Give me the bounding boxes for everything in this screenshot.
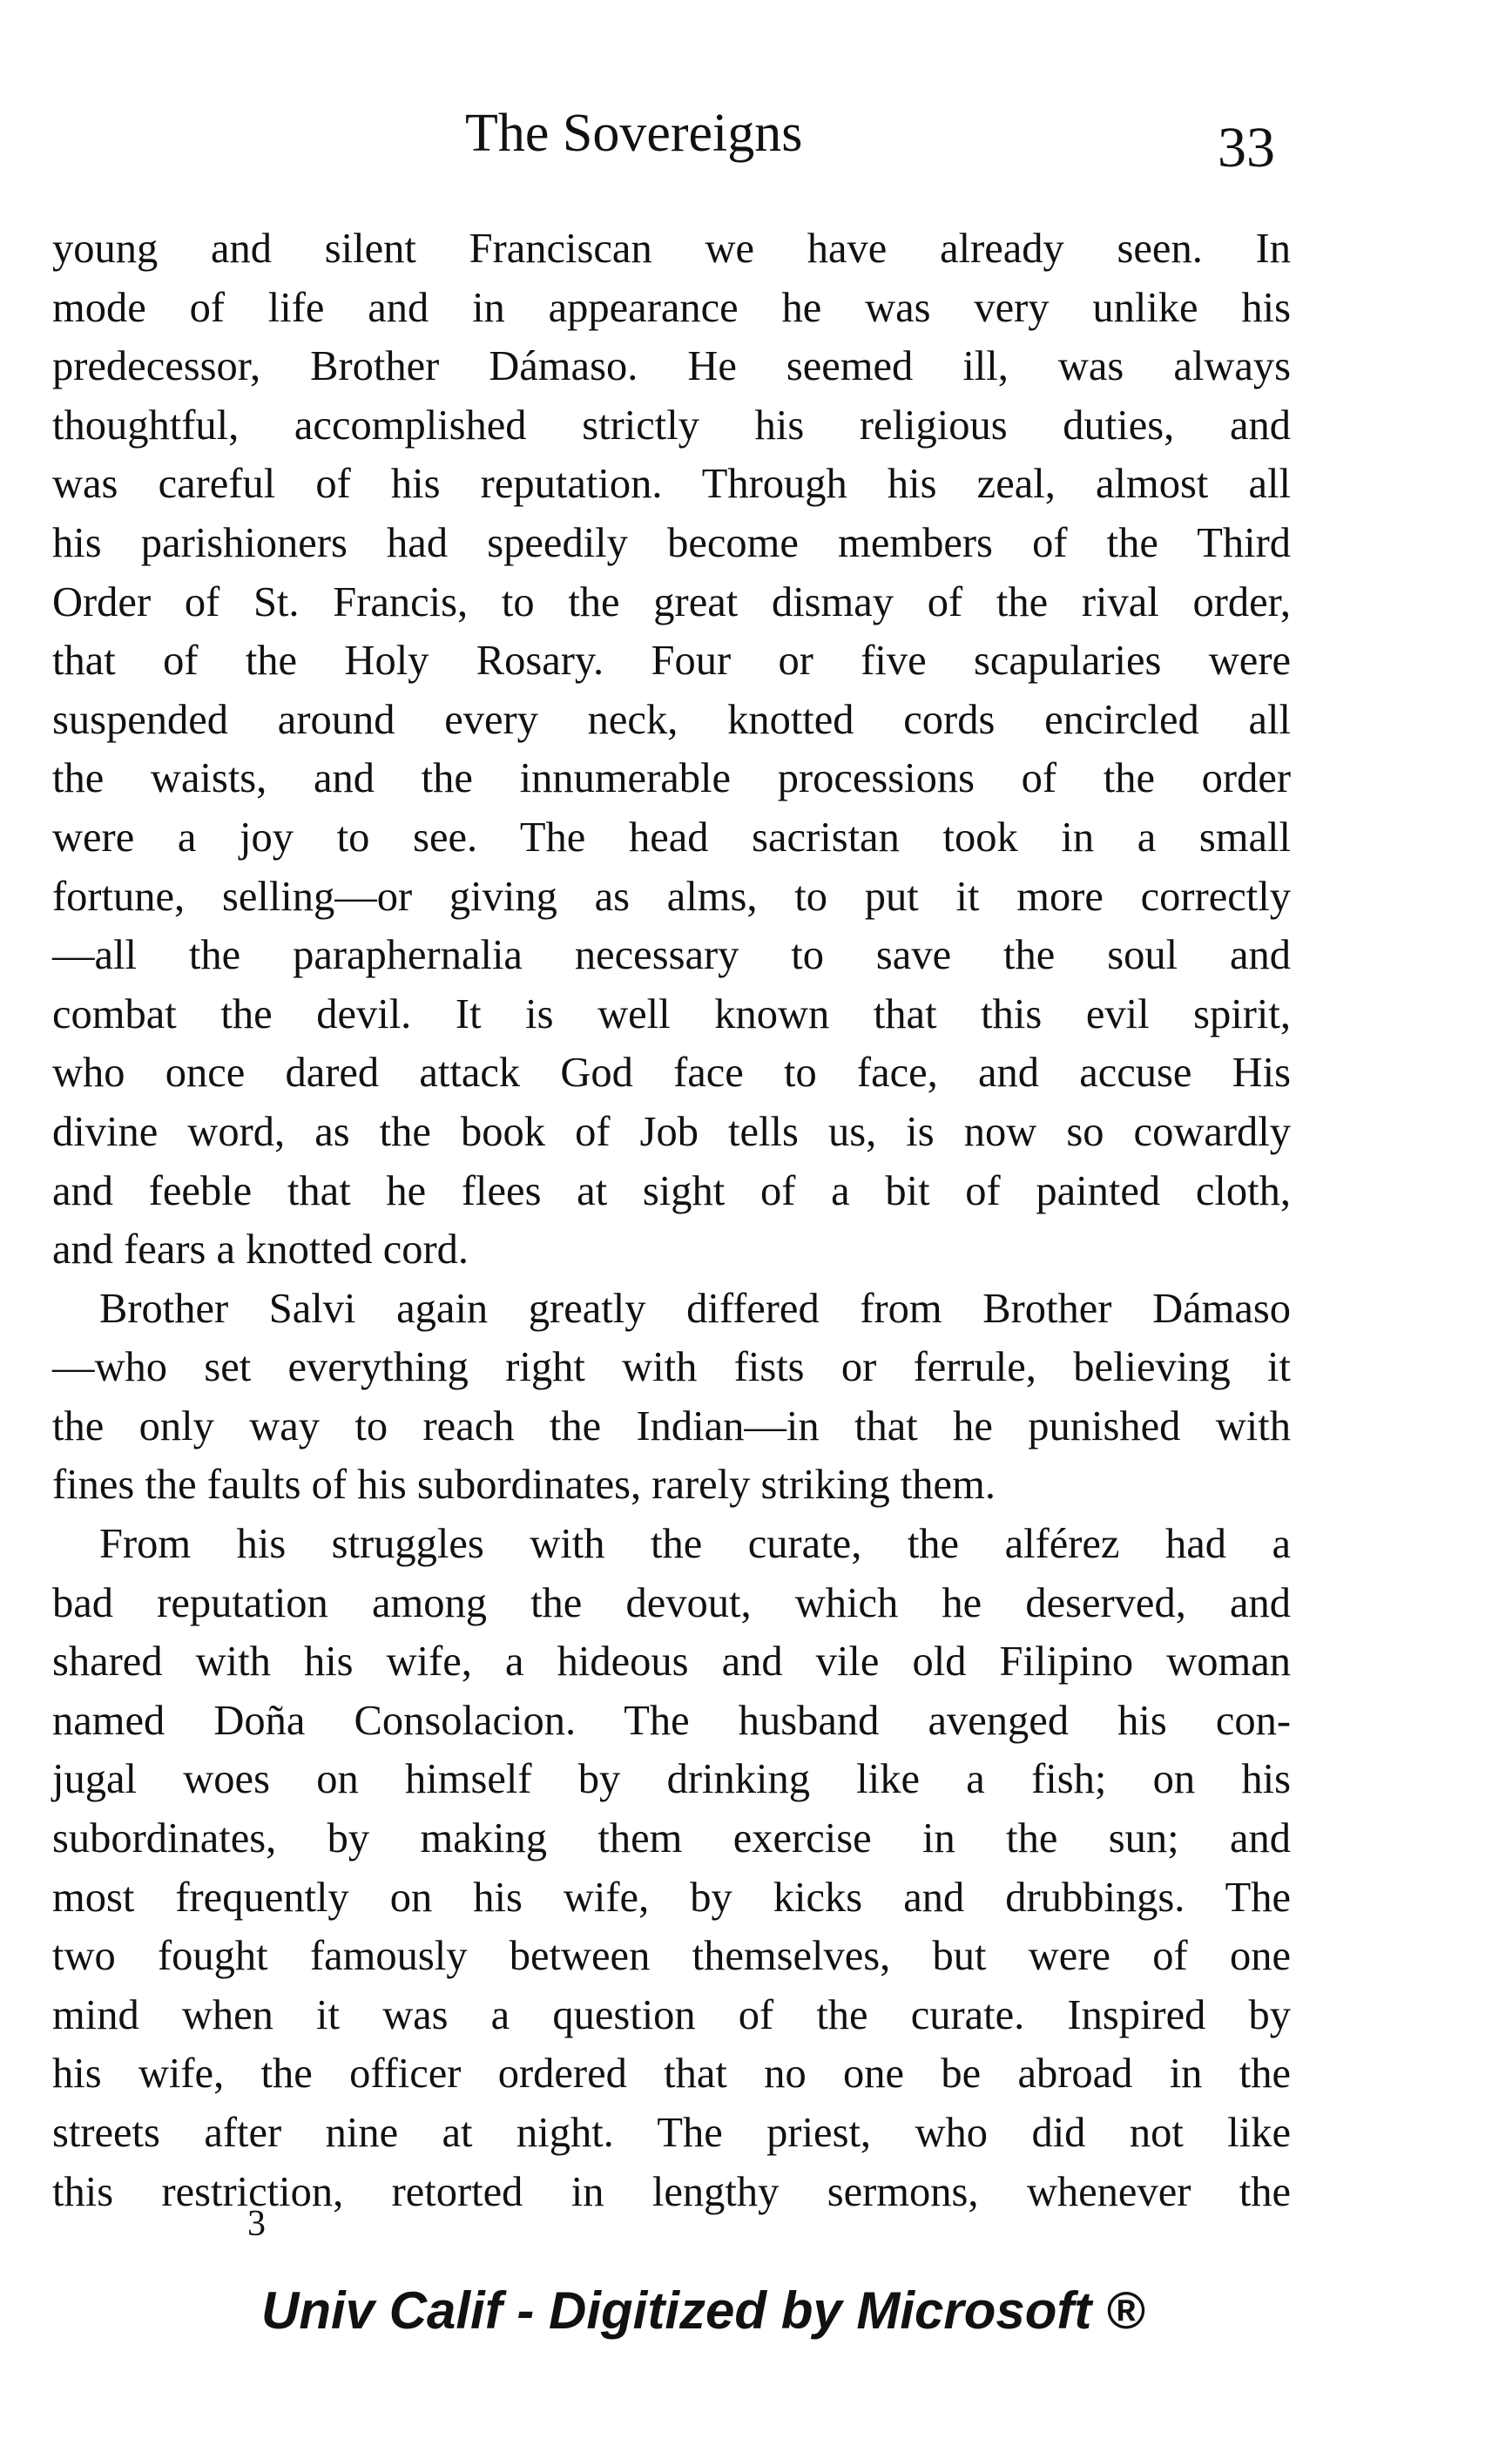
text-line: combat the devil. It is well known that this evil spirit, <box>52 990 1291 1037</box>
text-line: his parishioners had speedily become members of the Third <box>52 519 1291 566</box>
text-line: young and silent Franciscan we have already seen. In <box>52 226 1291 272</box>
text-line: mind when it was a question of the curate. Inspired by <box>52 1991 1291 2038</box>
text-line: jugal woes on himself by drinking like a fish; on his <box>52 1756 1291 1803</box>
text-line: subordinates, by making them exercise in the sun; and <box>52 1815 1291 1862</box>
text-line: fortune, selling—or giving as alms, to put it more correctly <box>52 873 1291 920</box>
text-line: predecessor, Brother Dámaso. He seemed ill, was always <box>52 343 1291 390</box>
text-line: and feeble that he flees at sight of a bit of painted cloth, <box>52 1167 1291 1214</box>
page-number: 33 <box>1218 116 1275 179</box>
text-line: Order of St. Francis, to the great dismay of the rival order, <box>52 578 1291 625</box>
signature-mark: 3 <box>247 2204 266 2244</box>
text-line: From his struggles with the curate, the alférez had a <box>99 1521 1291 1568</box>
text-line: was careful of his reputation. Through his zeal, almost all <box>52 461 1291 508</box>
text-line: this restriction, retorted in lengthy sermons, whenever the <box>52 2168 1291 2215</box>
text-line: that of the Holy Rosary. Four or five scapularies were <box>52 638 1291 685</box>
body-text <box>52 220 1291 2221</box>
text-line: divine word, as the book of Job tells us, is now so cowardly <box>52 1108 1291 1155</box>
text-line: mode of life and in appearance he was very unlike his <box>52 284 1291 331</box>
text-line: Brother Salvi again greatly differed from Brother Dámaso <box>99 1285 1291 1332</box>
text-line: shared with his wife, a hideous and vile old Filipino woman <box>52 1639 1291 1686</box>
text-line: the waists, and the innumerable processions of the order <box>52 755 1291 802</box>
text-line: thoughtful, accomplished strictly his religious duties, and <box>52 402 1291 449</box>
text-line: and fears a knotted cord. <box>52 1226 469 1274</box>
text-line: —all the paraphernalia necessary to save the soul and <box>52 932 1291 979</box>
text-line: —who set everything right with fists or ferrule, believing it <box>52 1344 1291 1391</box>
text-line: fines the faults of his subordinates, rarely striking them. <box>52 1462 996 1509</box>
text-line: bad reputation among the devout, which he deserved, and <box>52 1579 1291 1626</box>
digitization-footer: Univ Calif - Digitized by Microsoft ® <box>261 2281 1145 2340</box>
text-line: most frequently on his wife, by kicks and drubbings. The <box>52 1874 1291 1921</box>
text-line: streets after nine at night. The priest, who did not like <box>52 2110 1291 2156</box>
text-line: his wife, the officer ordered that no one be abroad in the <box>52 2051 1291 2098</box>
text-line: two fought famously between themselves, but were of one <box>52 1933 1291 1980</box>
text-line: who once dared attack God face to face, and accuse His <box>52 1050 1291 1097</box>
text-line: the only way to reach the Indian—in that he punished with <box>52 1402 1291 1449</box>
text-line: named Doña Consolacion. The husband avenged his con- <box>52 1697 1291 1744</box>
running-title: The Sovereigns <box>465 104 803 163</box>
text-line: were a joy to see. The head sacristan took in a small <box>52 814 1291 861</box>
text-line: suspended around every neck, knotted cords encircled all <box>52 696 1291 743</box>
